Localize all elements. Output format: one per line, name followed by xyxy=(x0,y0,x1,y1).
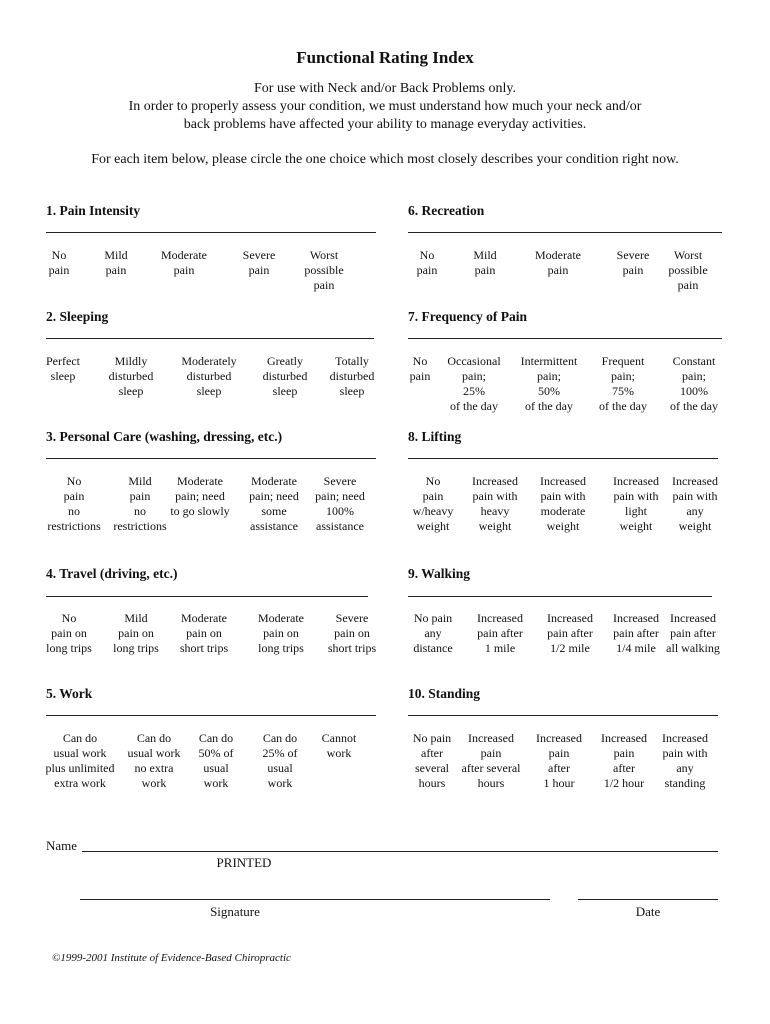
section-2-option-4[interactable]: Greatly disturbed sleep xyxy=(262,354,308,398)
section-1-option-5[interactable]: Worst possible pain xyxy=(304,248,344,292)
section-1-option-2[interactable]: Mild pain xyxy=(104,248,128,277)
section-9-title: 9. Walking xyxy=(408,566,471,581)
section-9-option-5[interactable]: Increased pain after all walking xyxy=(666,611,720,655)
section-2-option-5[interactable]: Totally disturbed sleep xyxy=(329,354,375,398)
section-10-option-5[interactable]: Increased pain with any standing xyxy=(662,731,708,790)
section-6-option-5[interactable]: Worst possible pain xyxy=(668,248,708,292)
section-3-option-3[interactable]: Moderate pain; need to go slowly xyxy=(170,474,230,518)
section-5-option-3[interactable]: Can do 50% of usual work xyxy=(198,731,234,790)
section-5-option-5[interactable]: Cannot work xyxy=(321,731,357,760)
section-9-option-3[interactable]: Increased pain after 1/2 mile xyxy=(547,611,593,655)
section-3-option-4[interactable]: Moderate pain; need some assistance xyxy=(249,474,299,533)
section-5-option-1[interactable]: Can do usual work plus unlimited extra work xyxy=(45,731,115,790)
section-2-option-3[interactable]: Moderately disturbed sleep xyxy=(181,354,237,398)
signature-label: Signature xyxy=(210,904,260,919)
section-8-title: 8. Lifting xyxy=(408,429,462,444)
section-10-option-1[interactable]: No pain after several hours xyxy=(412,731,452,790)
section-5-rule xyxy=(46,715,376,716)
intro-line-2: In order to properly assess your condition, we must understand how much your neck and/or xyxy=(128,99,642,114)
section-2-option-1[interactable]: Perfect sleep xyxy=(46,354,80,383)
section-3-title: 3. Personal Care (washing, dressing, etc.) xyxy=(46,429,283,444)
section-8-option-3[interactable]: Increased pain with moderate weight xyxy=(540,474,586,533)
instruction-text: For each item below, please circle the one choice which most closely describes your condition right now. xyxy=(91,152,679,167)
intro-line-3: back problems have affected your ability to manage everyday activities. xyxy=(183,117,587,132)
section-2-option-2[interactable]: Mildly disturbed sleep xyxy=(108,354,154,398)
section-7-option-2[interactable]: Occasional pain; 25% of the day xyxy=(447,354,501,413)
section-9-option-1[interactable]: No pain any distance xyxy=(413,611,453,655)
section-7-option-3[interactable]: Intermittent pain; 50% of the day xyxy=(520,354,578,413)
date-line[interactable] xyxy=(578,899,718,900)
section-6-option-4[interactable]: Severe pain xyxy=(616,248,650,277)
section-8-option-1[interactable]: No pain w/heavy weight xyxy=(412,474,454,533)
section-3-option-5[interactable]: Severe pain; need 100% assistance xyxy=(315,474,365,533)
section-10-option-3[interactable]: Increased pain after 1 hour xyxy=(536,731,582,790)
section-7-option-1[interactable]: No pain xyxy=(409,354,431,383)
section-6-option-2[interactable]: Mild pain xyxy=(473,248,497,277)
section-6-rule xyxy=(408,232,722,233)
name-line[interactable] xyxy=(82,851,718,852)
section-7-rule xyxy=(408,338,722,339)
section-2-rule xyxy=(46,338,374,339)
section-5-option-2[interactable]: Can do usual work no extra work xyxy=(127,731,181,790)
section-7-option-5[interactable]: Constant pain; 100% of the day xyxy=(670,354,718,413)
section-2-title: 2. Sleeping xyxy=(46,309,109,324)
section-1-title: 1. Pain Intensity xyxy=(46,203,141,218)
copyright-footer: ©1999-2001 Institute of Evidence-Based Chiropractic xyxy=(52,952,291,964)
section-9-rule xyxy=(408,596,712,597)
signature-line[interactable] xyxy=(80,899,550,900)
section-3-option-2[interactable]: Mild pain no restrictions xyxy=(113,474,167,533)
section-4-title: 4. Travel (driving, etc.) xyxy=(46,566,178,581)
section-3-rule xyxy=(46,458,376,459)
printed-label: PRINTED xyxy=(216,855,272,870)
section-8-option-4[interactable]: Increased pain with light weight xyxy=(613,474,659,533)
section-1-rule xyxy=(46,232,376,233)
section-8-option-5[interactable]: Increased pain with any weight xyxy=(672,474,718,533)
section-5-option-4[interactable]: Can do 25% of usual work xyxy=(262,731,298,790)
section-10-option-2[interactable]: Increased pain after several hours xyxy=(461,731,521,790)
section-1-option-3[interactable]: Moderate pain xyxy=(161,248,207,277)
date-label: Date xyxy=(635,904,661,919)
section-9-option-2[interactable]: Increased pain after 1 mile xyxy=(477,611,523,655)
section-1-option-1[interactable]: No pain xyxy=(48,248,70,277)
section-7-title: 7. Frequency of Pain xyxy=(408,309,527,324)
section-1-option-4[interactable]: Severe pain xyxy=(242,248,276,277)
section-6-option-3[interactable]: Moderate pain xyxy=(535,248,581,277)
section-4-option-4[interactable]: Moderate pain on long trips xyxy=(258,611,304,655)
section-4-option-3[interactable]: Moderate pain on short trips xyxy=(179,611,229,655)
section-10-option-4[interactable]: Increased pain after 1/2 hour xyxy=(601,731,647,790)
section-5-title: 5. Work xyxy=(46,686,93,701)
section-10-title: 10. Standing xyxy=(408,686,481,701)
section-10-rule xyxy=(408,715,718,716)
section-7-option-4[interactable]: Frequent pain; 75% of the day xyxy=(599,354,647,413)
section-3-option-1[interactable]: No pain no restrictions xyxy=(47,474,101,533)
name-label: Name xyxy=(46,838,78,853)
section-4-option-1[interactable]: No pain on long trips xyxy=(46,611,92,655)
intro-line-1: For use with Neck and/or Back Problems only. xyxy=(254,81,516,96)
section-8-option-2[interactable]: Increased pain with heavy weight xyxy=(472,474,518,533)
section-6-title: 6. Recreation xyxy=(408,203,485,218)
section-9-option-4[interactable]: Increased pain after 1/4 mile xyxy=(613,611,659,655)
section-4-option-5[interactable]: Severe pain on short trips xyxy=(327,611,377,655)
section-8-rule xyxy=(408,458,718,459)
section-4-rule xyxy=(46,596,368,597)
section-4-option-2[interactable]: Mild pain on long trips xyxy=(113,611,159,655)
section-6-option-1[interactable]: No pain xyxy=(416,248,438,277)
page-title: Functional Rating Index xyxy=(296,48,474,67)
